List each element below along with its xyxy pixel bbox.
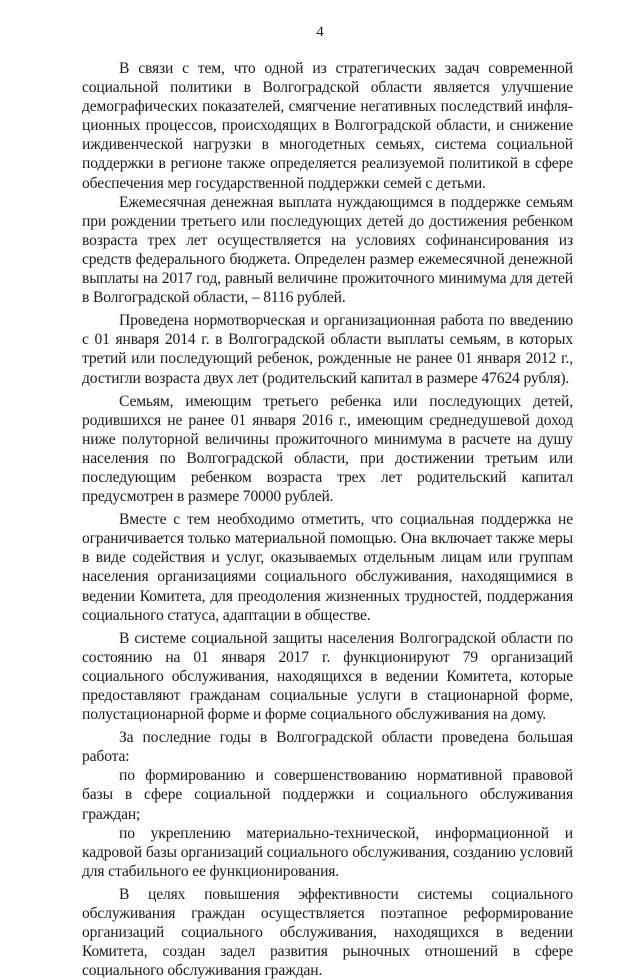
paragraph-social-support: Вместе с тем необходимо отметить, что социальная поддержка не ограничивается только материальной помощью. Она включает также меры в виде содействия и услуг, оказываемых отдельным лицам или группам населения организациями социального обслуживания, находящимися в ведении Комитета, для преодоления жизненных трудностей, поддержания социального статуса, адаптации в обществе. <box>82 511 573 624</box>
paragraph-social-protection-system: В системе социальной защиты населения Волгоградской области по состоянию на 01 января 2017 г. функционируют 79 организаций социального обслуживания, находящихся в ведении Комитета, которые предоставляют гражданам социальные услуги в стационарной форме, полустационарной форме и форме социального обслуживания на дому. <box>82 629 573 724</box>
page-number: 4 <box>316 24 324 40</box>
list-item-legal-base: по формированию и совершенствованию нормативной правовой базы в сфере социальной поддержки и социального обслуживания граждан; <box>82 767 573 823</box>
paragraph-strategic-goals: В связи с тем, что одной из стратегических задач современной социальной политики в Волгоградской области является улучшение демографических показателей, смягчение негативных последствий инфляционных процессов, происходящих в Волгоградской области, и снижение иждивенческой нагрузки в многодетных семьях, система социальной поддержки в регионе также определяется реализуемой политикой в сфере обеспечения мер государственной поддержки семей с детьми. <box>82 60 573 192</box>
paragraph-parental-capital: Семьям, имеющим третьего ребенка или последующих детей, родившихся не ранее 01 января 2016 г., имеющим среднедушевой доход ниже полуторной величины прожиточного минимума в расчете на душу населения по Волгоградской области, при достижении третьим или последующим ребенком возраста трех лет родительский капитал предусмотрен в размере 70000 рублей. <box>82 392 573 506</box>
paragraph-recent-years: За последние годы в Волгоградской области проведена большая работа: <box>82 729 573 766</box>
paragraph-regulatory-work: Проведена нормотворческая и организационная работа по введению с 01 января 2014 г. в Волгоградской области выплаты семьям, в которых третий или последующий ребенок, рожденные не ранее 01 января 2012 г., достигли возраста двух лет (родительский капитал в размере 47624 рубля). <box>82 312 573 387</box>
list-item-infrastructure: по укреплению материально-технической, информационной и кадровой базы организаций социального обслуживания, созданию условий для стабильного ее функционирования. <box>82 824 573 880</box>
document-body <box>82 59 573 980</box>
paragraph-monthly-payment: Ежемесячная денежная выплата нуждающимся в поддержке семьям при рождении третьего или последующих детей до достижения ребенком возраста трех лет осуществляется на условиях софинансирования из средств федерального бюджета. Определен размер ежемесячной денежной выплаты на 2017 год, равный величине прожиточного минимума для детей в Волгоградской области, – 8116 рублей. <box>82 193 573 307</box>
paragraph-efficiency: В целях повышения эффективности системы социального обслуживания граждан осуществляется поэтапное реформирование организаций социального обслуживания, находящихся в ведении Комитета, создан задел развития рыночных отношений в сфере социального обслуживания граждан. <box>82 885 573 980</box>
